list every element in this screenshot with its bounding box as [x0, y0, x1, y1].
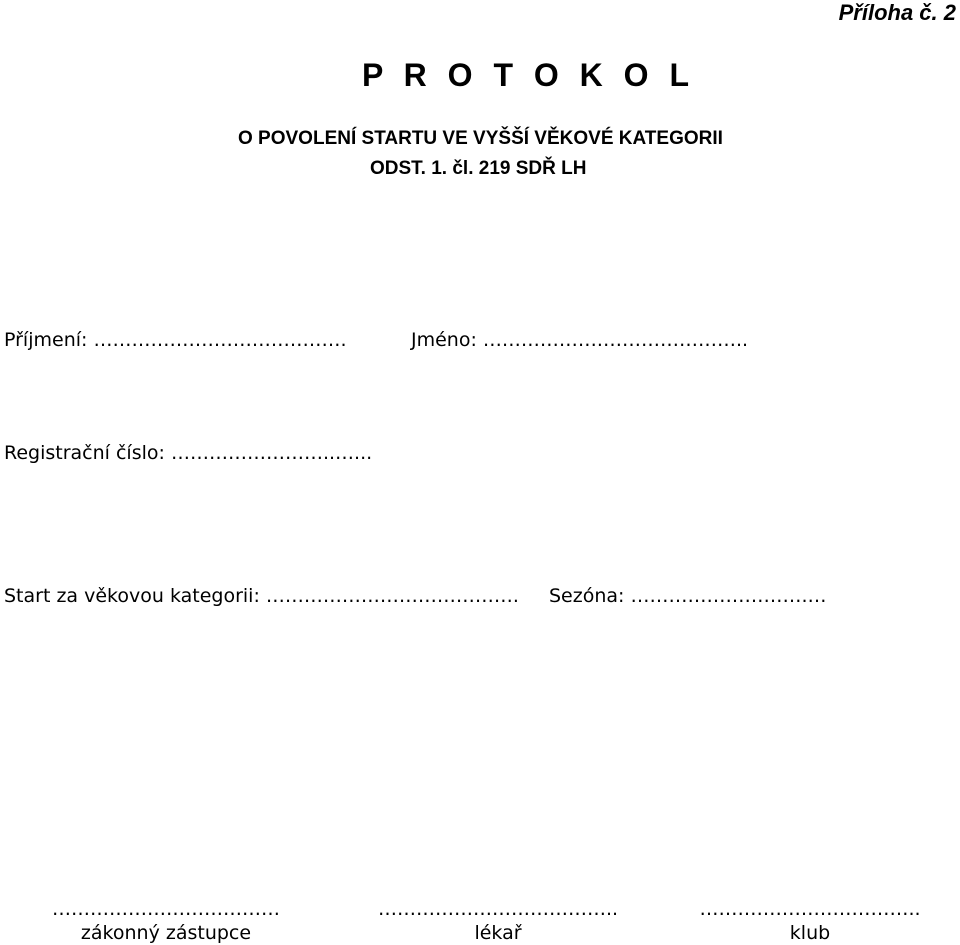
signature-line-club: ……………………………..: [699, 898, 921, 920]
signature-line-doctor: ………………………………..: [378, 898, 619, 920]
first-name-field: Jméno: ……………….…………………..: [411, 329, 749, 351]
document-title: P R O T O K O L: [362, 57, 695, 93]
signature-line-guardian: ………………………………: [52, 898, 280, 920]
age-category-start-field: Start za věkovou kategorii: ………………………………….: [4, 585, 519, 607]
signature-label-club: klub: [789, 922, 831, 944]
document-subtitle-line2: ODST. 1. čl. 219 SDŘ LH: [370, 158, 587, 179]
season-field: Sezóna: ……………………….…: [549, 585, 827, 607]
signature-label-guardian: zákonný zástupce: [80, 922, 252, 944]
document-subtitle-line1: O POVOLENÍ STARTU VE VYŠŠÍ VĚKOVÉ KATEGORII: [238, 128, 723, 149]
surname-field: Příjmení: ………………………………….: [4, 329, 347, 351]
annex-label: Příloha č. 2: [838, 0, 956, 25]
registration-number-field: Registrační číslo: ……………………..…...: [4, 442, 373, 464]
signature-label-doctor: lékař: [474, 922, 522, 944]
